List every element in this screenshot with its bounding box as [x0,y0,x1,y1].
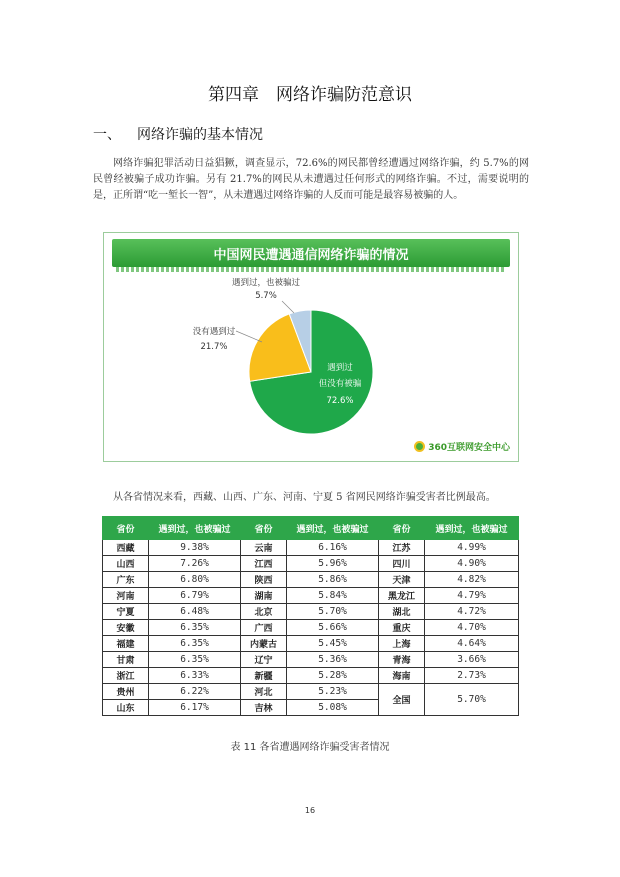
rate-cell: 6.35% [149,636,241,652]
rate-cell: 4.90% [425,556,519,572]
value-never-encountered: 21.7% [200,342,228,352]
table-row [103,572,519,588]
rate-cell: 5.08% [287,700,379,716]
page-number: 16 [304,806,316,815]
province-cell: 江西 [241,556,287,572]
province-cell: 陕西 [241,572,287,588]
province-cell: 广东 [103,572,149,588]
value-encountered-not-scammed: 72.6% [326,396,354,406]
province-cell: 云南 [241,540,287,556]
national-rate-cell: 5.70% [425,684,519,716]
rate-cell: 6.22% [149,684,241,700]
rate-cell: 6.17% [149,700,241,716]
section-title: 网络诈骗的基本情况 [137,127,263,143]
chart-title: 中国网民遭遇通信网络诈骗的情况 [213,248,409,263]
province-cell: 辽宁 [241,652,287,668]
rate-cell: 9.38% [149,540,241,556]
label-scammed: 遇到过，也被骗过 [231,278,301,288]
rate-cell: 5.36% [287,652,379,668]
label-encountered-not-scammed-line1: 遇到过 [327,363,353,373]
rate-cell: 2.73% [425,668,519,684]
intro-paragraph: 网络诈骗犯罪活动日益猖獗，调查显示，72.6%的网民都曾经遭遇过网络诈骗，约 5.7%的网民曾经被骗子成功诈骗。另有 21.7%的网民从未遭遇过任何形式的网络诈骗。不过，需要说明的是，正所谓“吃一堑长一智”，从未遭遇过网络诈骗的人反而可能是最容易被骗的人。 [93,158,529,201]
rate-cell: 7.26% [149,556,241,572]
province-cell: 吉林 [241,700,287,716]
rate-cell: 5.96% [287,556,379,572]
section-heading [93,124,263,144]
province-cell: 宁夏 [103,604,149,620]
rate-cell: 6.16% [287,540,379,556]
table-row [103,588,519,604]
province-cell: 福建 [103,636,149,652]
province-cell: 湖南 [241,588,287,604]
rate-cell: 4.72% [425,604,519,620]
rate-cell: 6.80% [149,572,241,588]
rate-cell: 5.70% [287,604,379,620]
province-cell: 青海 [379,652,425,668]
province-cell: 广西 [241,620,287,636]
table-row [103,684,519,700]
province-cell: 浙江 [103,668,149,684]
leader-scammed [282,301,294,313]
chapter-title: 第四章 网络诈骗防范意识 [208,85,412,105]
rate-cell: 5.45% [287,636,379,652]
rate-cell: 3.66% [425,652,519,668]
pie-chart [104,233,518,461]
caption-prefix: 表 [230,742,241,753]
province-cell: 安徽 [103,620,149,636]
rate-cell: 5.86% [287,572,379,588]
header-province: 省份 [379,517,425,540]
rate-cell: 4.79% [425,588,519,604]
province-cell: 黑龙江 [379,588,425,604]
province-cell: 西藏 [103,540,149,556]
rate-cell: 6.33% [149,668,241,684]
province-cell: 贵州 [103,684,149,700]
province-paragraph: 从各省情况来看，西藏、山西、广东、河南、宁夏 5 省网民网络诈骗受害者比例最高。 [113,492,496,503]
rate-cell: 4.82% [425,572,519,588]
province-cell: 甘肃 [103,652,149,668]
rate-cell: 4.70% [425,620,519,636]
table-row [103,636,519,652]
province-cell: 新疆 [241,668,287,684]
header-province: 省份 [241,517,287,540]
province-cell: 湖北 [379,604,425,620]
rate-cell: 6.35% [149,652,241,668]
section-number: 一、 [93,127,121,143]
header-province: 省份 [103,517,149,540]
rate-cell: 4.64% [425,636,519,652]
rate-cell: 5.23% [287,684,379,700]
rate-cell: 6.79% [149,588,241,604]
table-caption [0,738,620,753]
province-cell: 上海 [379,636,425,652]
pie-chart-figure [103,232,519,462]
province-cell: 天津 [379,572,425,588]
rate-cell: 6.48% [149,604,241,620]
province-table [102,516,519,716]
logo-icon [414,441,425,452]
leader-never-encountered [236,331,262,342]
label-never-encountered: 没有遇到过 [192,327,236,337]
header-rate: 遇到过，也被骗过 [425,517,519,540]
province-cell: 河南 [103,588,149,604]
header-rate: 遇到过，也被骗过 [149,517,241,540]
label-encountered-not-scammed-line2: 但没有被骗 [318,379,362,389]
logo-text: 360互联网安全中心 [428,443,510,453]
caption-text: 各省遭遇网络诈骗受害者情况 [259,742,390,753]
province-cell: 山西 [103,556,149,572]
table-row [103,620,519,636]
caption-number: 11 [243,742,257,753]
table-row [103,556,519,572]
header-rate: 遇到过，也被骗过 [287,517,379,540]
national-label-cell: 全国 [379,684,425,716]
province-cell: 四川 [379,556,425,572]
value-scammed: 5.7% [255,291,277,301]
province-cell: 海南 [379,668,425,684]
province-cell: 江苏 [379,540,425,556]
rate-cell: 5.84% [287,588,379,604]
rate-cell: 6.35% [149,620,241,636]
province-cell: 重庆 [379,620,425,636]
table-row [103,540,519,556]
logo-360 [414,440,510,453]
table-row [103,668,519,684]
province-cell: 河北 [241,684,287,700]
table-header-row [103,517,519,540]
province-cell: 山东 [103,700,149,716]
table-row [103,604,519,620]
province-cell: 内蒙古 [241,636,287,652]
table-row [103,652,519,668]
rate-cell: 4.99% [425,540,519,556]
province-cell: 北京 [241,604,287,620]
rate-cell: 5.66% [287,620,379,636]
rate-cell: 5.28% [287,668,379,684]
